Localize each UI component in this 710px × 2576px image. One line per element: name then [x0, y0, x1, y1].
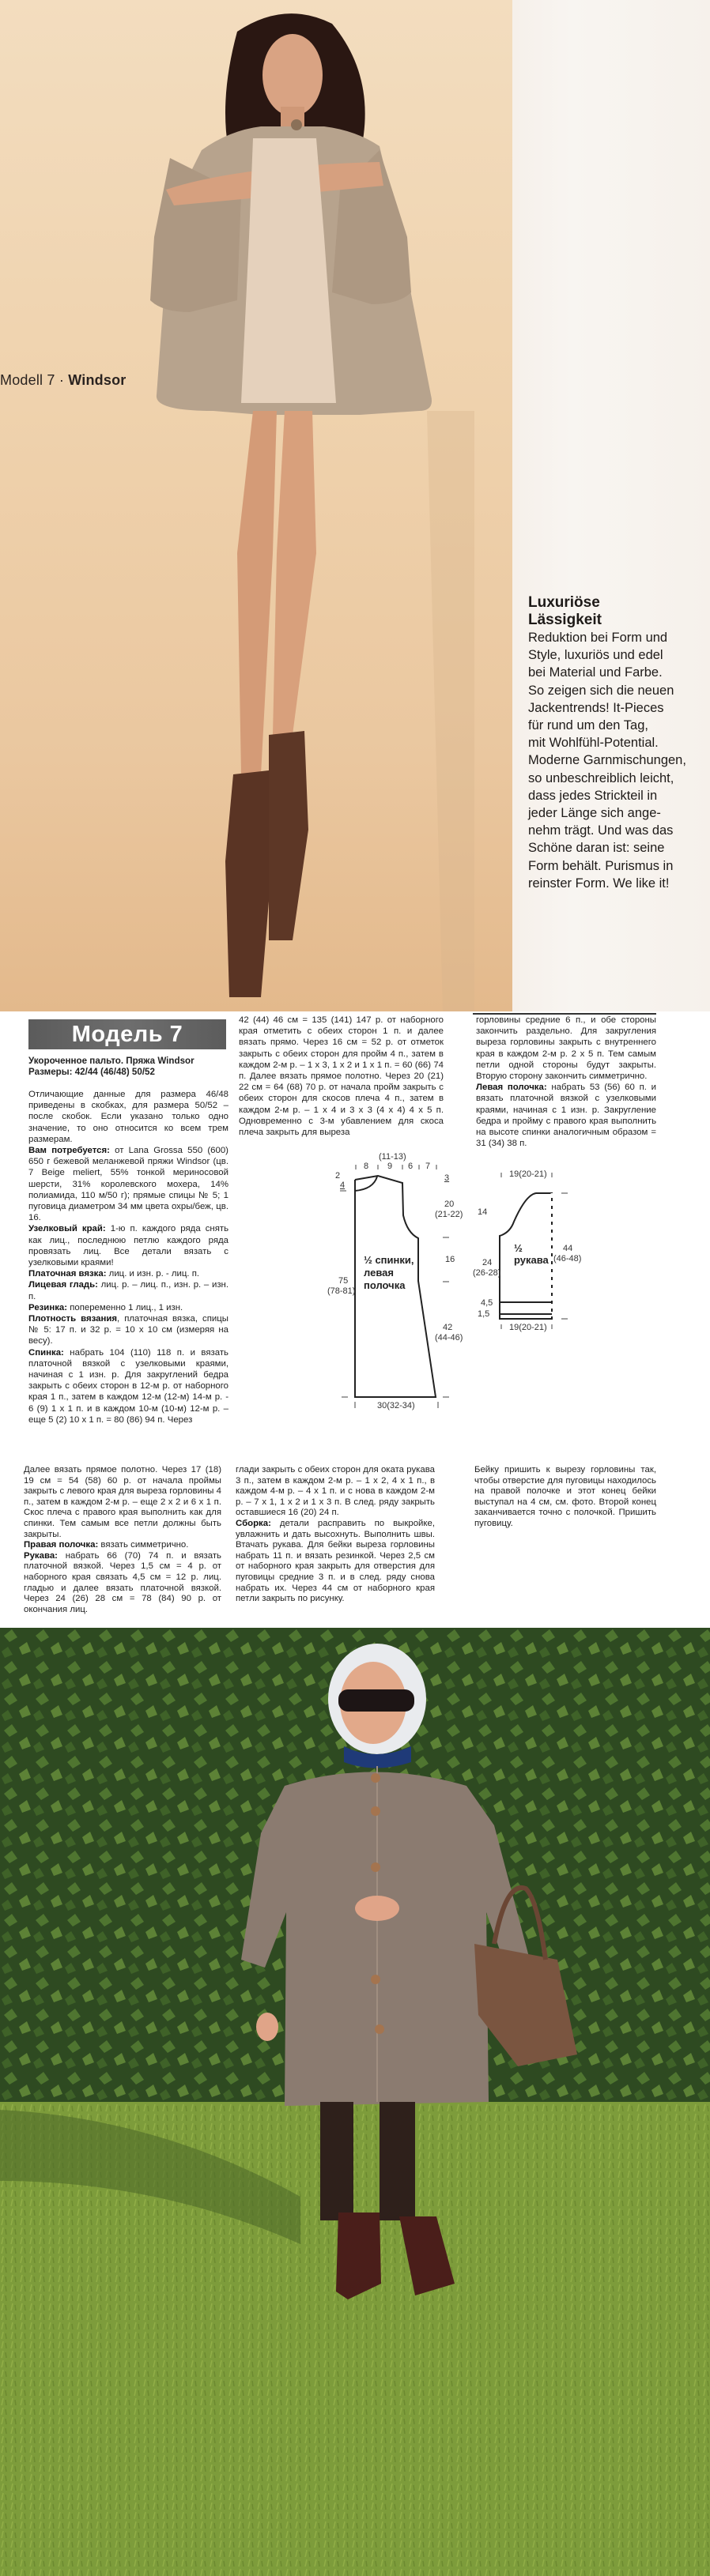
stockinette-text: лиц. р. – лиц. п., изн. р. – изн. п.: [28, 1280, 228, 1301]
left-leg-shape: [237, 411, 277, 774]
body-bottom: 30(32-34): [377, 1401, 415, 1410]
sunglasses-shape: [338, 1689, 414, 1712]
rib-paragraph: [28, 1302, 228, 1313]
side-body-line: jeder Länge sich ange-: [528, 806, 661, 821]
sleeve-top-width: 19(20-21): [509, 1169, 547, 1179]
rib-label: Резинка:: [28, 1302, 68, 1312]
sleeve-band-2: 1,5: [478, 1309, 490, 1319]
body-right-top: 3: [444, 1173, 450, 1183]
face-shape: [262, 34, 323, 116]
edge-label: Узелковый край:: [28, 1224, 106, 1234]
gauge-label: Плотность вязания: [28, 1314, 118, 1324]
body-top-seg-1: 8: [364, 1162, 369, 1171]
body-armhole: 20: [444, 1199, 455, 1209]
side-title-line: Luxuriöse: [528, 594, 600, 611]
side-body-line: dass jedes Strickteil in: [528, 788, 658, 803]
body-length: 75: [338, 1276, 349, 1286]
left-front-continued: Далее вязать прямое полотно. Через 17 (18) 19 см = 54 (58) 60 р. от начала проймы закрыть с левого края для выреза горловины 4 п., затем в каждом 2-м р. – еще 2 х 2 и 6 х 1 п. Скос плеча с правого края выполнить как для спинки. Тем самым все петли должны быть закрыты.: [24, 1465, 221, 1539]
coat-button-shape: [371, 1975, 380, 1984]
model-caption-name: Windsor: [68, 372, 127, 388]
sleeve-length-alt: (46-48): [553, 1254, 582, 1264]
garter-paragraph: [28, 1268, 228, 1279]
right-leg-shape: [273, 411, 316, 735]
hand-shape: [355, 1896, 399, 1921]
body-top-seg-3: 6: [408, 1162, 414, 1171]
side-body-line: bei Material und Farbe.: [528, 665, 663, 680]
right-front-paragraph: [24, 1540, 221, 1551]
stockinette-paragraph: [28, 1279, 228, 1301]
right-front-text: вязать симметрично.: [100, 1540, 189, 1550]
body-side-mid: 16: [445, 1255, 455, 1264]
coat-button-shape: [371, 1773, 380, 1783]
gauge-paragraph: [28, 1313, 228, 1347]
outdoor-scene-illustration: [0, 1628, 710, 2576]
left-leg-shape: [320, 2102, 353, 2220]
pattern-column-5: [236, 1465, 435, 1605]
sleeve-bottom-width: 19(20-21): [509, 1323, 547, 1332]
right-leg-shape: [380, 2102, 415, 2220]
left-boot-shape: [225, 770, 273, 997]
side-article-title: [528, 594, 706, 629]
sleeve-band-1: 4,5: [481, 1298, 493, 1308]
side-body-line: Schöne daran ist: seine: [528, 841, 665, 856]
side-body-line: nehm trägt. Und was das: [528, 823, 674, 838]
rib-text: попеременно 1 лиц., 1 изн.: [70, 1302, 183, 1312]
hand-shape: [256, 2013, 278, 2041]
model-caption-prefix: Modell 7 ·: [0, 372, 65, 388]
side-body-line: Form behält. Purismus in: [528, 858, 674, 873]
pattern-column-6: Бейку пришить к вырезу горловины так, чтобы отверстие для пуговицы находилось на правой полочке и этот конец бейки выступал на 4 см, см. фото. Второй конец заканчивается точно с полочкой. Пришить пуговицу.: [474, 1465, 656, 1528]
subtitle-line: Укороченное пальто. Пряжа Windsor: [28, 1056, 194, 1066]
magazine-page: [0, 0, 710, 1011]
pattern-column-1: [28, 1056, 228, 1425]
pattern-column-3: [476, 1015, 656, 1149]
body-top-seg-4: 7: [425, 1162, 431, 1171]
side-body-line: so unbeschreiblich leicht,: [528, 770, 674, 785]
back-text: набрать 104 (110) 118 п. и вязать платочной вязкой с узелковыми краями, начиная с 1 изн. р. Для закруглений бедра закрыть с обеих сторон в 12-м р. от наборного края 1 п., затем в каждом 12-м (12-м) 14-м р. - 6 (9) 1 х 1 п. и в каждом 10-м (10-м) 12-м р. – еще 5 (2) 10 х 1 п. = 80 (86) 94 п. Через: [28, 1347, 228, 1425]
materials-text: от Lana Grossa 550 (600) 650 г бежевой меланжевой пряжи Windsor (цв. 7 Beige meliert, 55% тонкой мериносовой шерсти, 31% королевского мохера, 14% полиамида, 110 м/50 г); прямые спицы № 5; 1 пуговица диаметром 34 мм цвета охры/беж, цв. 16.: [28, 1146, 228, 1223]
model-caption: [0, 372, 126, 389]
side-body-line: für rund um den Tag,: [528, 718, 648, 733]
pattern-column-2: 42 (44) 46 см = 135 (141) 147 р. от наборного края отметить с обеих сторон 1 п. и далее вязать прямо. Через 16 см = 52 р. от отметок закрыть с обеих сторон для пройм 4 п., затем в каждом 2-м р. – 1 х 3, 1 х 2 и 1 х 1 п. = 60 (66) 74 п. Далее вязать прямое полотно. Через 20 (21) 22 см = 64 (68) 70 р. от начала пройм закрыть с обеих сторон для скосов плеча 4 п., затем в каждом 2-м р. – 1 х 4 и 3 х 3 (4 х 4) 4 х 5 п. Одновременно с 3-м убавлением для скоса плеча закрыть для выреза: [239, 1015, 444, 1138]
neckline-text: горловины средние 6 п., и обе стороны закончить раздельно. Для закругления выреза горловины закрыть с внутреннего края в каждом 2-м р. 2 х 5 п. Тем самым петли одной стороны будут закрыты. Вторую сторону закончить симметрично.: [476, 1015, 656, 1082]
sleeve-title: рукава: [514, 1254, 549, 1266]
sleeves-label: Рукава:: [24, 1550, 58, 1561]
coat-button-shape: [371, 1806, 380, 1816]
gauge-text: , платочная вязка, спицы № 5: 17 п. и 32 р. = 10 х 10 см (измеряя на весу).: [28, 1314, 228, 1346]
assembly-label: Сборка:: [236, 1518, 271, 1528]
pattern-page: [0, 1011, 710, 1628]
sleeve-cap-text: глади закрыть с обеих сторон для оката рукава 3 п., затем в каждом 2-м р. – 1 х 2, 4 х 1 п., в каждом 4-м р. – 4 х 1 п. и с нова в каждом 2-м р. – 7 х 1, 1 х 2 и 1 х 3 п. В след. ряду закрыть оставшиеся 16 (20) 24 п.: [236, 1465, 435, 1518]
model-banner: Модель 7: [28, 1019, 226, 1049]
wall-shadow: [427, 411, 474, 1011]
body-length-alt: (78-81): [327, 1286, 356, 1296]
intro-paragraph: Отличающие данные для размера 46/48 приведены в скобках, для размера 50/52 – после скобок. Если указано только одно значение, то оно относится ко всем трем размерам.: [28, 1090, 228, 1144]
coat-button-shape: [291, 119, 302, 130]
schematic-lines: [237, 1154, 710, 1486]
side-body-line: Reduktion bei Form und: [528, 631, 668, 645]
side-article-body: [528, 629, 706, 892]
side-article: [528, 594, 706, 892]
pattern-column-4: [24, 1465, 221, 1615]
model-photo: [0, 0, 512, 1011]
sleeve-title-fraction: ½: [514, 1242, 523, 1254]
body-side-low: 42: [443, 1323, 453, 1332]
stockinette-label: Лицевая гладь:: [28, 1280, 98, 1290]
side-body-line: Style, luxuriös und edel: [528, 648, 663, 663]
edge-text: 1-ю п. каждого ряда снять как лиц., последнюю петлю каждого ряда провязать лиц. Все детали вязать с узелковыми краями!: [28, 1224, 229, 1268]
back-label: Спинка:: [28, 1347, 64, 1358]
garter-text: лиц. и изн. р. - лиц. п.: [108, 1269, 200, 1279]
right-boot-shape: [269, 731, 308, 940]
left-front-text: набрать 53 (56) 60 п. и вязать платочной вязкой с узелковыми краями, начиная с 1 изн. р. Закругление бедра и пройму с правого края выполнить на высоте спинки аналогичным образом = 31 (34) 38 п.: [476, 1083, 656, 1149]
garter-label: Платочная вязка:: [28, 1269, 107, 1279]
sleeves-paragraph: [24, 1551, 221, 1616]
side-body-line: Moderne Garnmischungen,: [528, 753, 686, 768]
sleeve-lower: 24: [482, 1258, 493, 1267]
assembly-text: детали расправить по выкройке, увлажнить и дать высохнуть. Выполнить швы. Втачать рукава. Для бейки выреза горловины набрать 11 п. и вязать резинкой. Через 2,5 см от наборного края закрыть для отверстия для пуговицы средние 3 п. и в след. ряду снова набрать их. Через 44 см от наборного края петли закрыть по рисунку.: [236, 1518, 435, 1604]
left-front-paragraph: [476, 1082, 656, 1149]
side-title-line: Lässigkeit: [528, 612, 602, 628]
body-top-total: (11-13): [379, 1152, 406, 1162]
edge-paragraph: [28, 1223, 228, 1268]
assembly-paragraph: [236, 1519, 435, 1605]
side-body-line: reinster Form. We like it!: [528, 876, 670, 891]
back-paragraph: [28, 1347, 228, 1425]
materials-label: Вам потребуется:: [28, 1146, 110, 1156]
sleeves-text: набрать 66 (70) 74 п. и вязать платочной вязкой. Через 1,5 см = 4 р. от наборного края связать 4,5 см = 12 р. лиц. гладью и далее вязать платочной вязкой. Через 24 (26) 28 см = 78 (84) 90 р. от окончания лиц.: [24, 1550, 221, 1614]
finished-coat-photo: [0, 1628, 710, 2576]
side-body-line: mit Wohlfühl-Potential.: [528, 736, 659, 751]
pattern-subtitle: [28, 1056, 228, 1078]
left-boot-shape: [336, 2213, 381, 2299]
body-side-low-alt: (44-46): [435, 1333, 463, 1343]
body-top-seg-2: 9: [387, 1162, 393, 1171]
right-front-label: Правая полочка:: [24, 1540, 99, 1550]
coat-button-shape: [375, 2024, 384, 2034]
side-body-line: Jackentrends! It-Pieces: [528, 700, 664, 715]
sizes-line: Размеры: 42/44 (46/48) 50/52: [28, 1067, 155, 1077]
sleeve-cap: 14: [478, 1207, 488, 1217]
model-figure-illustration: [0, 0, 512, 1011]
body-left-top-1: 2: [335, 1171, 341, 1181]
schematic-diagrams: [237, 1154, 710, 1486]
body-left-top-2: 4: [340, 1181, 346, 1190]
coat-button-shape: [371, 1862, 380, 1872]
materials-paragraph: [28, 1145, 228, 1223]
body-piece-title: ½ спинки, левая полочка: [364, 1254, 414, 1291]
side-body-line: So zeigen sich die neuen: [528, 683, 674, 698]
sleeve-length: 44: [563, 1244, 573, 1253]
left-front-label: Левая полочка:: [476, 1083, 547, 1093]
body-armhole-alt: (21-22): [435, 1210, 463, 1219]
sleeve-lower-alt: (26-28): [473, 1268, 501, 1278]
